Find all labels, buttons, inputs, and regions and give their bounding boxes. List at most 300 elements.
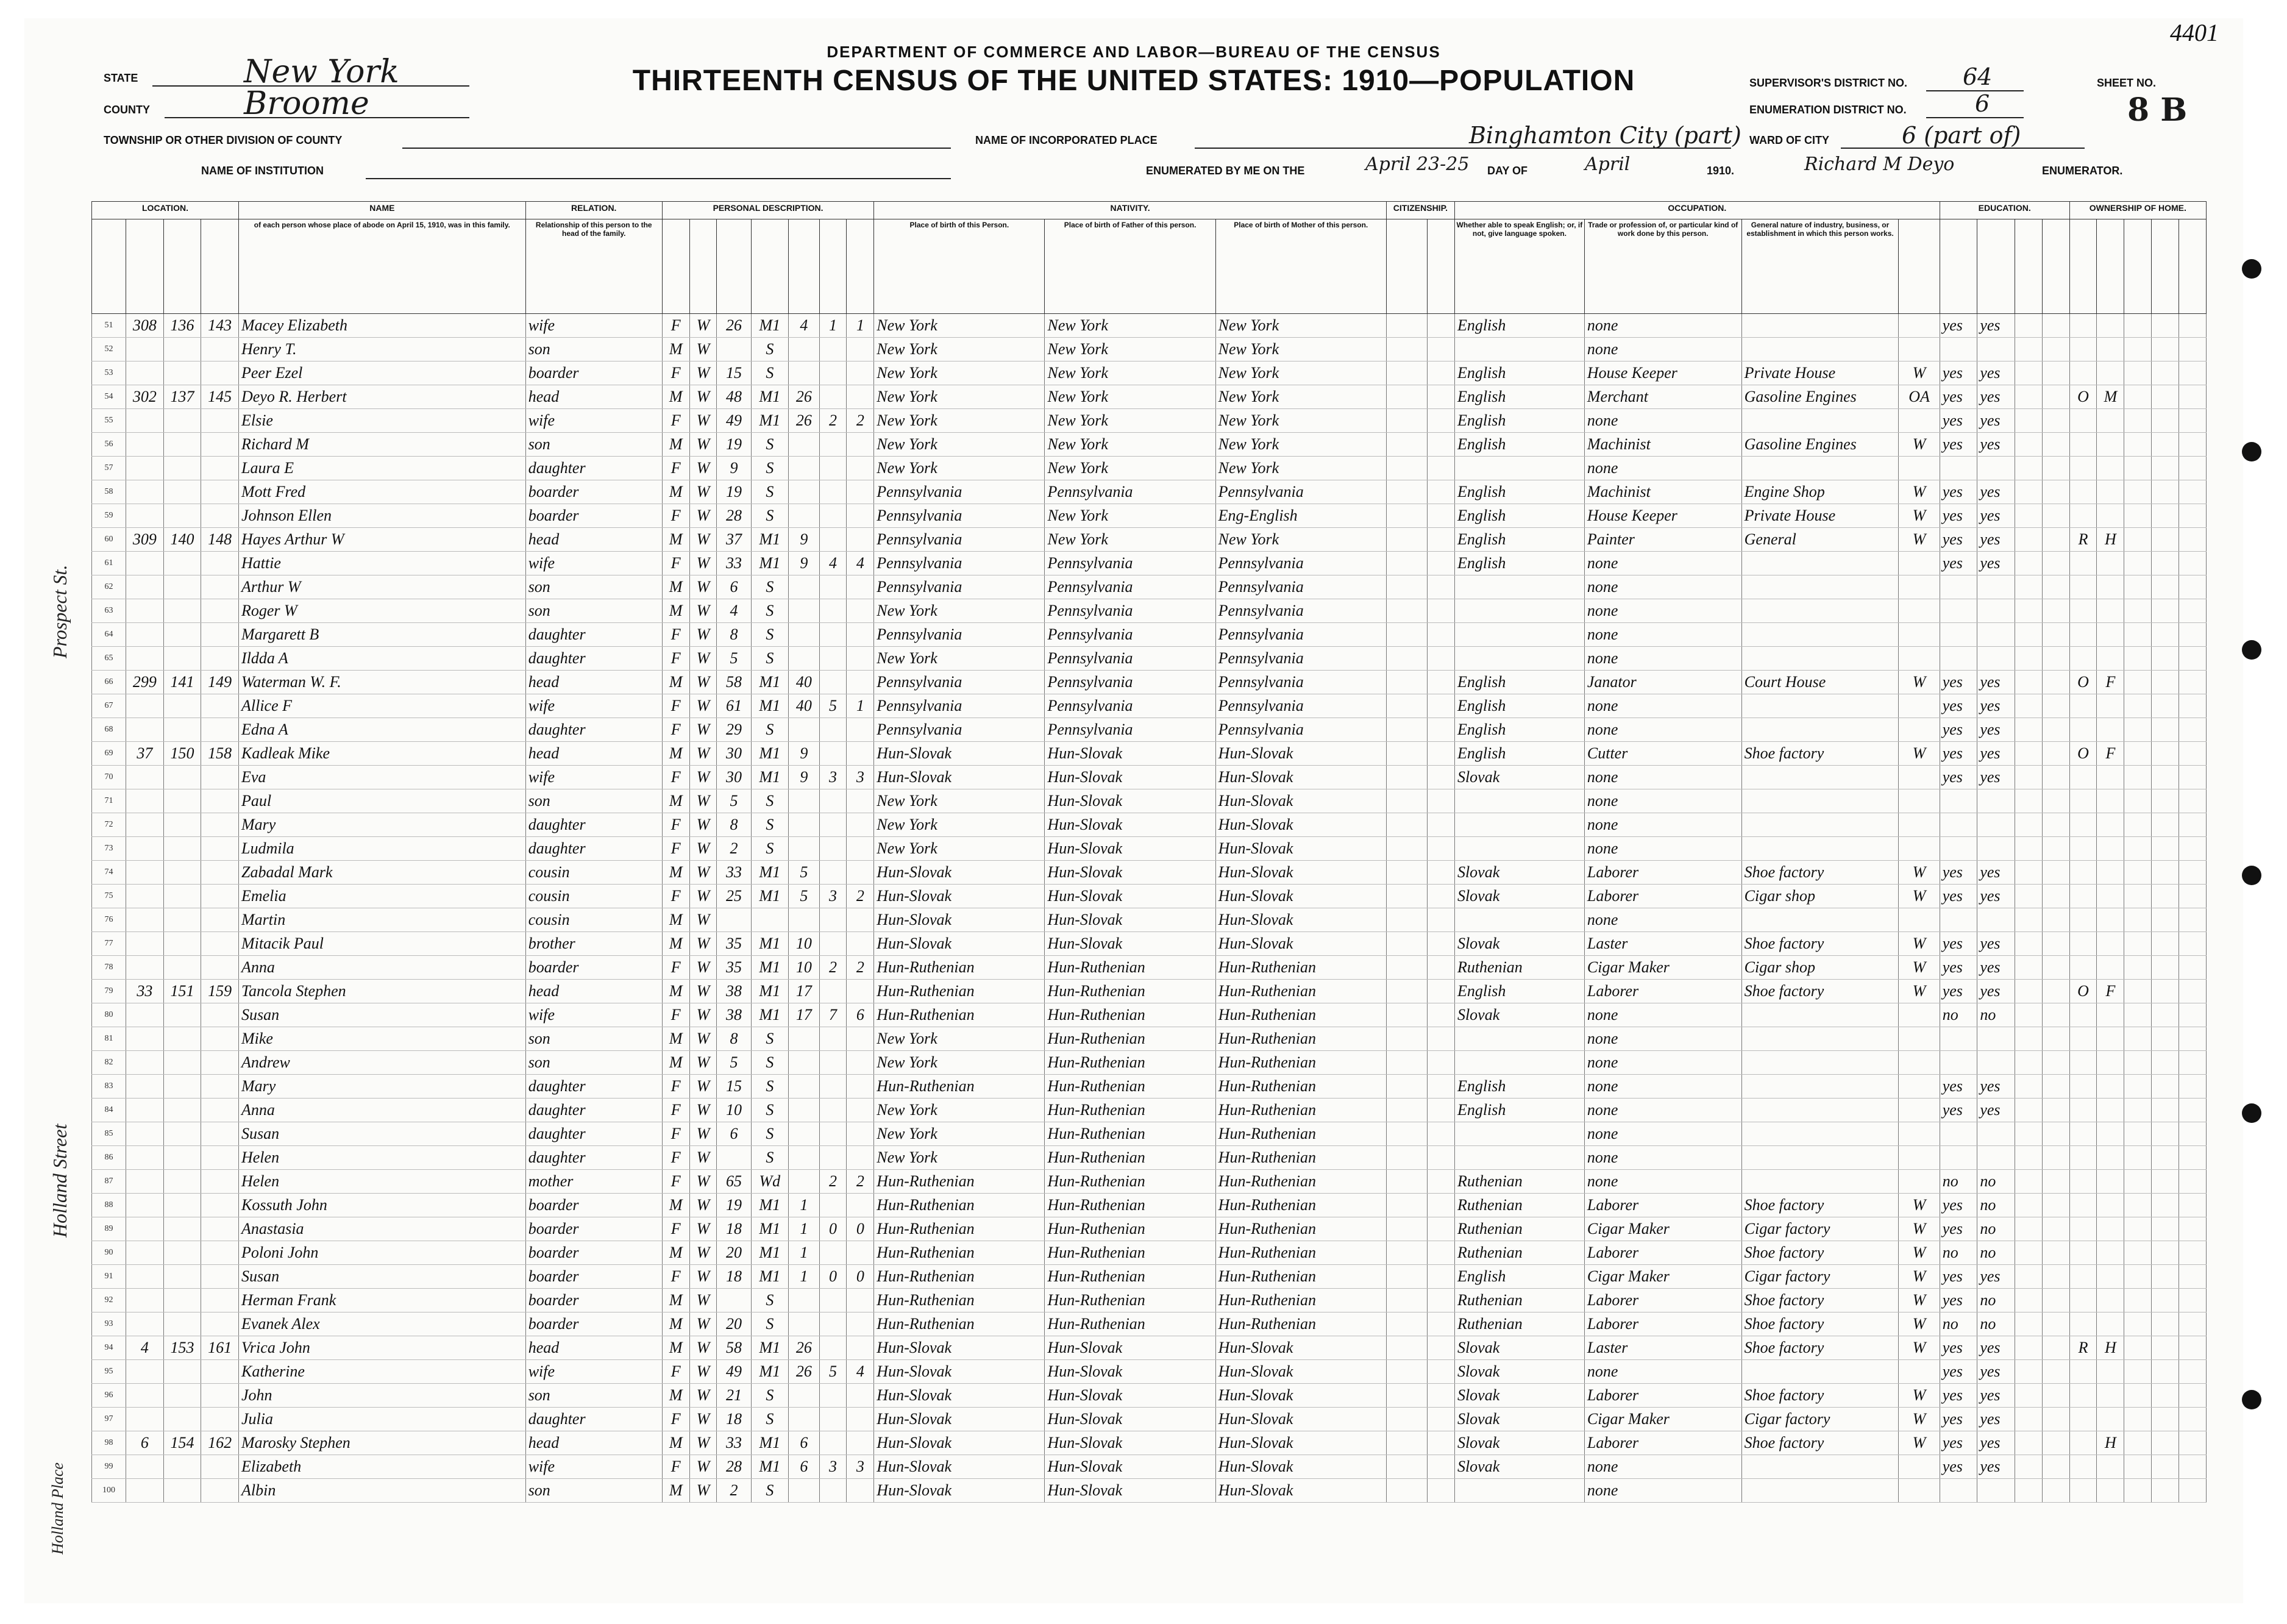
years-married: [789, 338, 819, 361]
house-number: [126, 932, 164, 956]
census-row: [92, 1122, 2207, 1146]
immigration-year: [1386, 575, 1427, 599]
industry: [1741, 599, 1899, 623]
years-married: 9: [789, 742, 819, 766]
supervisor-label: SUPERVISOR'S DISTRICT NO.: [1749, 77, 1907, 89]
children-born: [819, 980, 847, 1003]
employer-status: W: [1899, 1217, 1940, 1241]
blank: [2042, 575, 2069, 599]
family-number: [201, 599, 239, 623]
age: [717, 338, 751, 361]
employer-status: [1899, 1146, 1940, 1170]
can-write: [1977, 789, 2015, 813]
naturalization: [1428, 504, 1455, 528]
father-birthplace: Hun-Ruthenian: [1045, 1289, 1215, 1312]
sex: F: [662, 1075, 689, 1099]
age: 5: [717, 1051, 751, 1075]
schedule: [2152, 1336, 2179, 1360]
house-number: [126, 1241, 164, 1265]
line-number: 55: [92, 409, 126, 433]
veteran: [2179, 789, 2206, 813]
children-born: [819, 457, 847, 480]
children-born: [819, 504, 847, 528]
father-birthplace: Hun-Ruthenian: [1045, 956, 1215, 980]
industry: [1741, 314, 1899, 338]
mother-birthplace: New York: [1215, 338, 1386, 361]
years-married: [789, 1289, 819, 1312]
father-birthplace: Hun-Slovak: [1045, 837, 1215, 861]
line-number: 78: [92, 956, 126, 980]
col-birth-person: Place of birth of this Person.: [874, 219, 1045, 314]
farm: [2124, 932, 2152, 956]
farm: [2124, 837, 2152, 861]
place-value: Binghamton City (part): [1469, 122, 1741, 149]
house-number: [126, 575, 164, 599]
children-born: 1: [819, 314, 847, 338]
can-write: yes: [1977, 361, 2015, 385]
naturalization: [1428, 1455, 1455, 1479]
dwelling-number: [163, 1312, 201, 1336]
blank: [2042, 1360, 2069, 1384]
naturalization: [1428, 1408, 1455, 1431]
sex: F: [662, 504, 689, 528]
farm: [2124, 599, 2152, 623]
employer-status: W: [1899, 980, 1940, 1003]
race: W: [689, 623, 717, 647]
father-birthplace: New York: [1045, 338, 1215, 361]
school: [2015, 718, 2042, 742]
can-write: yes: [1977, 1075, 2015, 1099]
schedule: [2152, 433, 2179, 457]
age: 4: [717, 599, 751, 623]
sex: F: [662, 1217, 689, 1241]
age: 6: [717, 1122, 751, 1146]
birthplace: New York: [874, 647, 1045, 671]
employer-status: [1899, 718, 1940, 742]
race: W: [689, 457, 717, 480]
children-living: [847, 480, 874, 504]
dwelling-number: [163, 1099, 201, 1122]
schedule: [2152, 623, 2179, 647]
institution-underline: [366, 178, 951, 179]
birthplace: Pennsylvania: [874, 623, 1045, 647]
children-living: [847, 338, 874, 361]
house-number: [126, 1384, 164, 1408]
father-birthplace: New York: [1045, 385, 1215, 409]
children-born: [819, 1479, 847, 1503]
mother-birthplace: New York: [1215, 528, 1386, 552]
dwelling-number: [163, 338, 201, 361]
can-write: no: [1977, 1289, 2015, 1312]
school: [2015, 1431, 2042, 1455]
township-label: TOWNSHIP OR OTHER DIVISION OF COUNTY: [104, 134, 343, 146]
owned-rented: [2069, 1170, 2097, 1194]
trade: none: [1584, 599, 1741, 623]
ward-label: WARD OF CITY: [1749, 134, 1829, 146]
house-number: [126, 1194, 164, 1217]
children-born: 5: [819, 1360, 847, 1384]
line-number: 84: [92, 1099, 126, 1122]
relation: boarder: [525, 1289, 662, 1312]
employer-status: [1899, 338, 1940, 361]
can-read: no: [1940, 1170, 1977, 1194]
schedule: [2152, 837, 2179, 861]
census-row: [92, 980, 2207, 1003]
language: [1454, 1479, 1584, 1503]
industry: [1741, 837, 1899, 861]
owned-rented: [2069, 837, 2097, 861]
col-trade: Trade or profession of, or particular kind of work done by this person.: [1584, 219, 1741, 314]
relation: wife: [525, 409, 662, 433]
blank: [2042, 1099, 2069, 1122]
industry: [1741, 1360, 1899, 1384]
years-married: 5: [789, 861, 819, 885]
years-married: 9: [789, 528, 819, 552]
naturalization: [1428, 980, 1455, 1003]
dwelling-number: [163, 599, 201, 623]
relation: cousin: [525, 885, 662, 908]
census-row: [92, 1455, 2207, 1479]
house-number: [126, 1408, 164, 1431]
farm: [2124, 1122, 2152, 1146]
can-read: no: [1940, 1312, 1977, 1336]
blank: [2042, 766, 2069, 789]
employer-status: W: [1899, 742, 1940, 766]
years-married: [789, 1384, 819, 1408]
mother-birthplace: Hun-Slovak: [1215, 908, 1386, 932]
family-number: [201, 694, 239, 718]
language: [1454, 1051, 1584, 1075]
relation: wife: [525, 314, 662, 338]
census-row: [92, 718, 2207, 742]
blank: [2042, 1312, 2069, 1336]
dwelling-number: [163, 575, 201, 599]
children-living: [847, 1336, 874, 1360]
age: 8: [717, 1027, 751, 1051]
schedule: [2152, 1217, 2179, 1241]
age: 61: [717, 694, 751, 718]
blank: [2042, 837, 2069, 861]
mother-birthplace: Hun-Ruthenian: [1215, 1312, 1386, 1336]
language: [1454, 1027, 1584, 1051]
dwelling-number: [163, 480, 201, 504]
blank: [2042, 1194, 2069, 1217]
birthplace: Hun-Slovak: [874, 908, 1045, 932]
owned-rented: [2069, 1431, 2097, 1455]
person-name: Zabadal Mark: [238, 861, 525, 885]
school: [2015, 1289, 2042, 1312]
age: 65: [717, 1170, 751, 1194]
immigration-year: [1386, 1170, 1427, 1194]
owned-rented: [2069, 480, 2097, 504]
school: [2015, 742, 2042, 766]
can-write: yes: [1977, 1455, 2015, 1479]
employer-status: [1899, 1479, 1940, 1503]
children-born: 3: [819, 766, 847, 789]
mother-birthplace: Hun-Slovak: [1215, 813, 1386, 837]
age: 58: [717, 671, 751, 694]
schedule: [2152, 1360, 2179, 1384]
immigration-year: [1386, 694, 1427, 718]
trade: none: [1584, 409, 1741, 433]
blank: [2042, 528, 2069, 552]
naturalization: [1428, 575, 1455, 599]
can-write: [1977, 457, 2015, 480]
race: W: [689, 575, 717, 599]
language: Slovak: [1454, 1336, 1584, 1360]
naturalization: [1428, 694, 1455, 718]
age: 2: [717, 837, 751, 861]
census-row: [92, 1265, 2207, 1289]
census-row: [92, 1384, 2207, 1408]
schedule: [2152, 599, 2179, 623]
house-number: [126, 789, 164, 813]
owned-rented: [2069, 1122, 2097, 1146]
schedule: [2152, 1027, 2179, 1051]
language: [1454, 575, 1584, 599]
industry: [1741, 1170, 1899, 1194]
schedule: [2152, 980, 2179, 1003]
veteran: [2179, 1312, 2206, 1336]
children-born: 2: [819, 956, 847, 980]
col-employer: [1899, 219, 1940, 314]
naturalization: [1428, 647, 1455, 671]
person-name: Elizabeth: [238, 1455, 525, 1479]
can-write: [1977, 575, 2015, 599]
schedule: [2152, 1384, 2179, 1408]
birthplace: Hun-Ruthenian: [874, 1241, 1045, 1265]
can-write: yes: [1977, 742, 2015, 766]
language: English: [1454, 314, 1584, 338]
farm: [2124, 1455, 2152, 1479]
line-number: 60: [92, 528, 126, 552]
house-number: 299: [126, 671, 164, 694]
can-write: yes: [1977, 766, 2015, 789]
dwelling-number: [163, 647, 201, 671]
person-name: Vrica John: [238, 1336, 525, 1360]
dwelling-number: [163, 623, 201, 647]
years-married: [789, 1479, 819, 1503]
farm: [2124, 338, 2152, 361]
mortgage: [2097, 1265, 2124, 1289]
blank: [2042, 861, 2069, 885]
dwelling-number: [163, 861, 201, 885]
line-number: 57: [92, 457, 126, 480]
children-living: [847, 980, 874, 1003]
person-name: Hattie: [238, 552, 525, 575]
mortgage: [2097, 885, 2124, 908]
sex: M: [662, 1479, 689, 1503]
birthplace: Pennsylvania: [874, 694, 1045, 718]
employer-status: [1899, 1360, 1940, 1384]
father-birthplace: Hun-Slovak: [1045, 1336, 1215, 1360]
school: [2015, 361, 2042, 385]
immigration-year: [1386, 1265, 1427, 1289]
mother-birthplace: Pennsylvania: [1215, 718, 1386, 742]
family-number: [201, 1027, 239, 1051]
trade: Janator: [1584, 671, 1741, 694]
veteran: [2179, 861, 2206, 885]
person-name: Kossuth John: [238, 1194, 525, 1217]
line-number: 98: [92, 1431, 126, 1455]
years-married: 40: [789, 671, 819, 694]
veteran: [2179, 1241, 2206, 1265]
mother-birthplace: Hun-Slovak: [1215, 932, 1386, 956]
can-read: yes: [1940, 1360, 1977, 1384]
children-born: [819, 908, 847, 932]
line-number: 95: [92, 1360, 126, 1384]
census-row: [92, 671, 2207, 694]
industry: [1741, 1027, 1899, 1051]
person-name: Poloni John: [238, 1241, 525, 1265]
race: W: [689, 1289, 717, 1312]
veteran: [2179, 457, 2206, 480]
line-number: 94: [92, 1336, 126, 1360]
children-living: [847, 1384, 874, 1408]
family-number: [201, 1003, 239, 1027]
race: W: [689, 837, 717, 861]
can-read: yes: [1940, 433, 1977, 457]
industry: [1741, 789, 1899, 813]
veteran: [2179, 1360, 2206, 1384]
can-write: [1977, 1479, 2015, 1503]
can-write: no: [1977, 1241, 2015, 1265]
relation: head: [525, 671, 662, 694]
language: Slovak: [1454, 1408, 1584, 1431]
blank: [2042, 647, 2069, 671]
census-table: [91, 201, 2207, 1503]
naturalization: [1428, 480, 1455, 504]
language: [1454, 1122, 1584, 1146]
can-write: no: [1977, 1217, 2015, 1241]
owned-rented: [2069, 433, 2097, 457]
institution-label: NAME OF INSTITUTION: [201, 165, 324, 177]
census-row: [92, 837, 2207, 861]
can-read: yes: [1940, 932, 1977, 956]
farm: [2124, 885, 2152, 908]
children-living: [847, 1051, 874, 1075]
naturalization: [1428, 361, 1455, 385]
census-row: [92, 1479, 2207, 1503]
mother-birthplace: Hun-Ruthenian: [1215, 980, 1386, 1003]
father-birthplace: New York: [1045, 409, 1215, 433]
children-born: [819, 528, 847, 552]
immigration-year: [1386, 314, 1427, 338]
schedule: [2152, 694, 2179, 718]
mortgage: [2097, 1479, 2124, 1503]
birthplace: Hun-Slovak: [874, 1431, 1045, 1455]
mother-birthplace: Hun-Slovak: [1215, 789, 1386, 813]
house-number: 308: [126, 314, 164, 338]
children-living: 3: [847, 766, 874, 789]
mortgage: [2097, 314, 2124, 338]
language: Ruthenian: [1454, 1312, 1584, 1336]
family-number: 162: [201, 1431, 239, 1455]
enum-district-label: ENUMERATION DISTRICT NO.: [1749, 104, 1907, 116]
line-number: 61: [92, 552, 126, 575]
father-birthplace: Hun-Ruthenian: [1045, 1051, 1215, 1075]
race: W: [689, 1051, 717, 1075]
blank: [2042, 480, 2069, 504]
census-row: [92, 528, 2207, 552]
blank: [2042, 1455, 2069, 1479]
schedule: [2152, 789, 2179, 813]
section-education: EDUCATION.: [1940, 202, 2069, 219]
children-living: 6: [847, 1003, 874, 1027]
industry: [1741, 1122, 1899, 1146]
col-birth-father: Place of birth of Father of this person.: [1045, 219, 1215, 314]
blank: [2042, 1479, 2069, 1503]
can-read: yes: [1940, 504, 1977, 528]
can-read: [1940, 599, 1977, 623]
mother-birthplace: Pennsylvania: [1215, 552, 1386, 575]
language: Ruthenian: [1454, 956, 1584, 980]
language: Slovak: [1454, 1384, 1584, 1408]
race: W: [689, 1146, 717, 1170]
race: W: [689, 1099, 717, 1122]
naturalization: [1428, 813, 1455, 837]
children-living: [847, 813, 874, 837]
employer-status: [1899, 694, 1940, 718]
schedule: [2152, 385, 2179, 409]
schedule: [2152, 885, 2179, 908]
naturalization: [1428, 1051, 1455, 1075]
industry: Gasoline Engines: [1741, 385, 1899, 409]
person-name: Peer Ezel: [238, 361, 525, 385]
census-row: [92, 433, 2207, 457]
can-write: yes: [1977, 718, 2015, 742]
can-write: yes: [1977, 932, 2015, 956]
employer-status: [1899, 457, 1940, 480]
sex: M: [662, 1051, 689, 1075]
employer-status: [1899, 1122, 1940, 1146]
owned-rented: O: [2069, 980, 2097, 1003]
years-married: 17: [789, 980, 819, 1003]
birthplace: New York: [874, 1146, 1045, 1170]
school: [2015, 1265, 2042, 1289]
census-row: [92, 1336, 2207, 1360]
can-write: [1977, 1122, 2015, 1146]
person-name: Helen: [238, 1146, 525, 1170]
trade: none: [1584, 1051, 1741, 1075]
school: [2015, 314, 2042, 338]
birthplace: New York: [874, 457, 1045, 480]
mother-birthplace: Hun-Ruthenian: [1215, 1051, 1386, 1075]
employer-status: [1899, 575, 1940, 599]
father-birthplace: Hun-Slovak: [1045, 1360, 1215, 1384]
years-married: [789, 813, 819, 837]
owned-rented: R: [2069, 1336, 2097, 1360]
can-write: no: [1977, 1312, 2015, 1336]
person-name: Waterman W. F.: [238, 671, 525, 694]
mortgage: [2097, 623, 2124, 647]
person-name: Susan: [238, 1122, 525, 1146]
can-write: [1977, 647, 2015, 671]
naturalization: [1428, 1099, 1455, 1122]
birthplace: New York: [874, 813, 1045, 837]
mortgage: [2097, 837, 2124, 861]
birthplace: Hun-Ruthenian: [874, 1075, 1045, 1099]
can-read: yes: [1940, 1289, 1977, 1312]
can-read: yes: [1940, 861, 1977, 885]
dwelling-number: [163, 1455, 201, 1479]
immigration-year: [1386, 861, 1427, 885]
sex: M: [662, 433, 689, 457]
trade: Laborer: [1584, 861, 1741, 885]
veteran: [2179, 1051, 2206, 1075]
line-number: 69: [92, 742, 126, 766]
can-read: yes: [1940, 409, 1977, 433]
